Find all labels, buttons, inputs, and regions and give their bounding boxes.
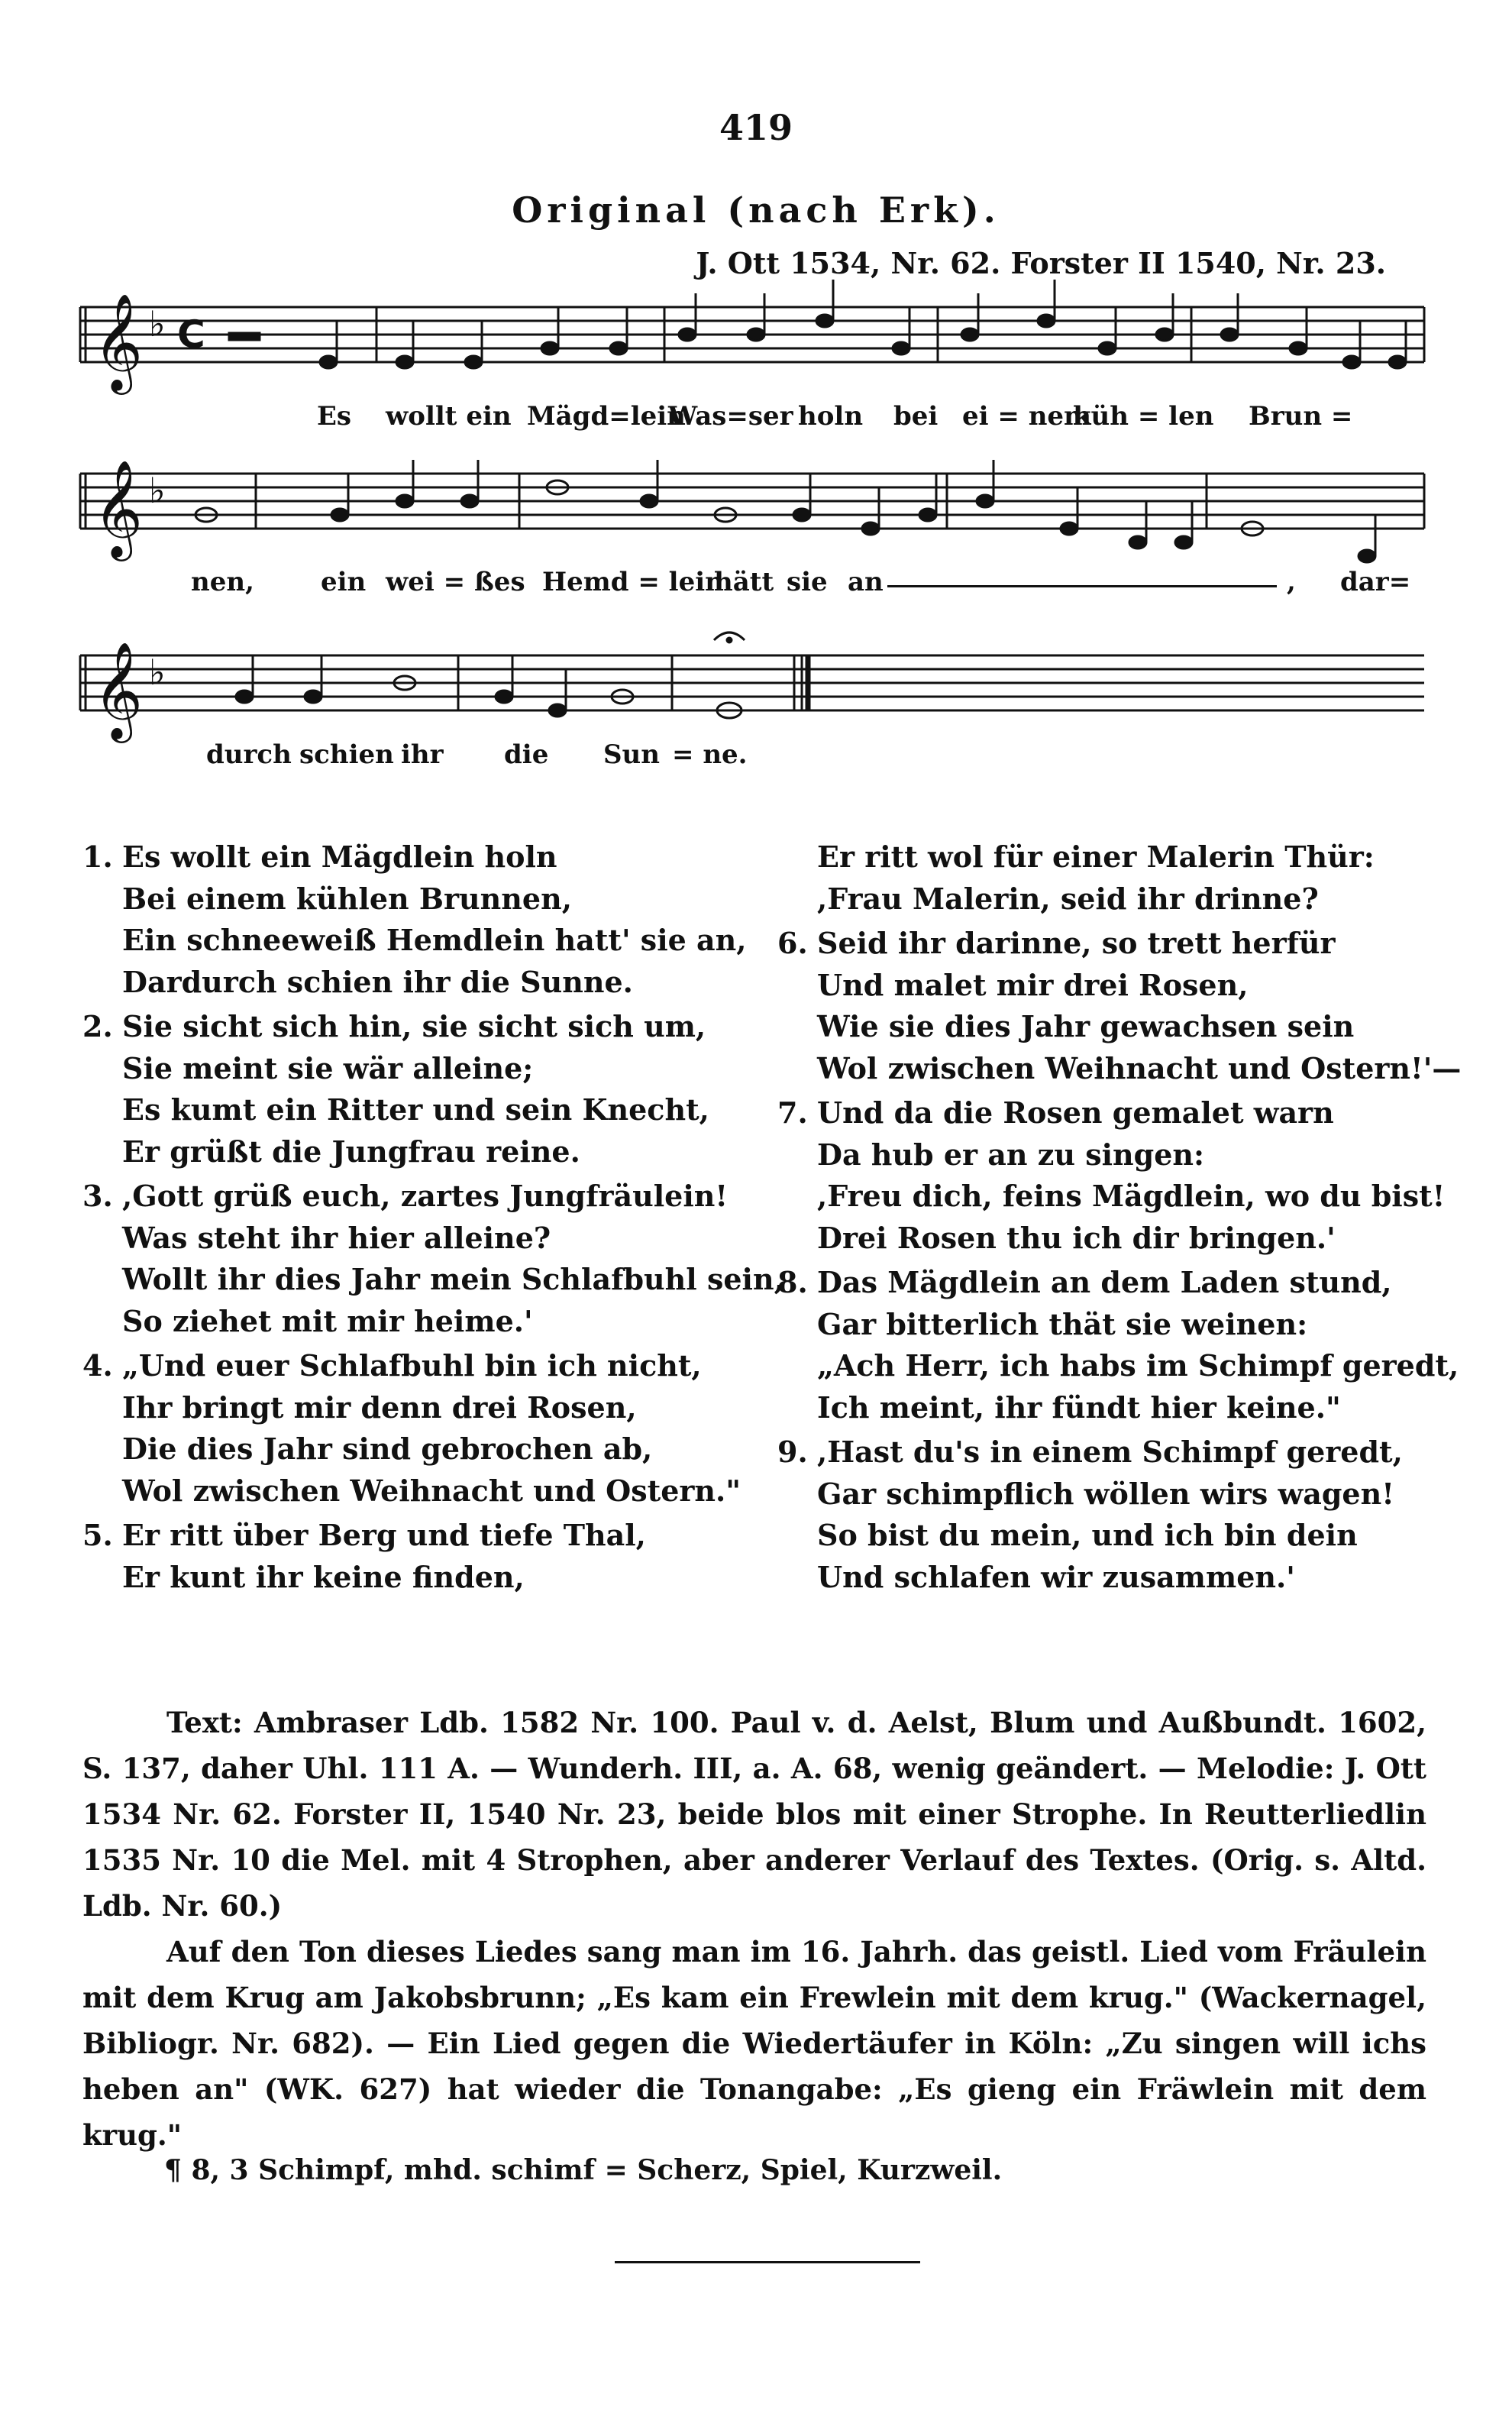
notes-paragraph-1: Text: Ambraser Ldb. 1582 Nr. 100. Paul v. d. Aelst, Blum und Außbundt. 1602, S. 137, daher Uhl. 111 A. — Wunderh. III, a. A. 68, wenig geändert. — Melodie: J. Ott 1534 Nr. 62. Forster II, 1540 Nr. 23, beide blos mit einer Strophe. In Reutterliedlin 1535 Nr. 10 die Mel. mit 4 Strophen, aber anderer Verlauf des Textes. (Orig. s. Altd. Ldb. Nr. 60.) xyxy=(82,1706,1426,1923)
divider-rule xyxy=(615,2261,920,2263)
verse-8: 8. Das Mägdlein an dem Laden stund, Gar bitterlich thät sie weinen: „Ach Herr, ich habs im Schimpf geredt, Ich meint, ihr fündt hier keine." xyxy=(777,1265,1459,1425)
verse-1: 1. Es wollt ein Mägdlein holn Bei einem kühlen Brunnen, Ein schneeweiß Hemdlein hatt' sie an, Dardurch schien ihr die Sunne. xyxy=(82,839,747,999)
verse-4: 4. „Und euer Schlafbuhl bin ich nicht, Ihr bringt mir denn drei Rosen, Die dies Jahr sind gebrochen ab, Wol zwischen Weihnacht und Ostern." xyxy=(82,1348,741,1508)
song-title: Original (nach Erk). xyxy=(512,189,1000,231)
verse-5: 5. Er ritt über Berg und tiefe Thal, Er kunt ihr keine finden, xyxy=(82,1518,646,1594)
svg-text:C: C xyxy=(177,312,205,357)
verses-right-column xyxy=(777,836,1462,1601)
staff-2 xyxy=(80,474,1424,529)
editorial-notes xyxy=(82,1700,1426,2158)
lyric-line-2: nen, ein wei = ßes Hemd = lein hätt sie an , dar= xyxy=(191,567,1411,597)
music-notation xyxy=(0,0,1512,779)
staff-3 xyxy=(80,655,1424,710)
verse-3: 3. ,Gott grüß euch, zartes Jungfräulein! Was steht ihr hier alleine? Wollt ihr dies Jahr mein Schlafbuhl sein, So ziehet mit mir heime.' xyxy=(82,1179,784,1338)
verses-left-column xyxy=(82,836,784,1601)
lyric-line-3: durch schien ihr die Sun = ne. xyxy=(206,739,748,770)
svg-text:♭: ♭ xyxy=(149,652,166,693)
verse-5-continued: Er ritt wol für einer Malerin Thür: ,Frau Malerin, seid ihr drinne? xyxy=(817,839,1375,916)
footnote: ¶ 8, 3 Schimpf, mhd. schimf = Scherz, Spiel, Kurzweil. xyxy=(164,2154,1003,2186)
treble-clef-icon: 𝄞 xyxy=(93,459,144,557)
svg-text:♭: ♭ xyxy=(149,303,166,345)
treble-clef-icon: 𝄞 xyxy=(93,293,144,390)
lyric-line-1: Es wollt ein Mägd=lein Was=ser holn bei ei = nem küh = len Brun = xyxy=(317,401,1353,432)
svg-text:♭: ♭ xyxy=(149,470,166,511)
verse-7: 7. Und da die Rosen gemalet warn Da hub er an zu singen: ,Freu dich, feins Mägdlein, wo du bist! Drei Rosen thu ich dir bringen.' xyxy=(777,1095,1446,1255)
music-source: J. Ott 1534, Nr. 62. Forster II 1540, Nr. 23. xyxy=(696,246,1386,280)
verse-2: 2. Sie sicht sich hin, sie sicht sich um, Sie meint sie wär alleine; Es kumt ein Ritter und sein Knecht, Er grüßt die Jungfrau reine. xyxy=(82,1009,709,1169)
notes-paragraph-2: Auf den Ton dieses Liedes sang man im 16. Jahrh. das geistl. Lied vom Fräulein mit dem Krug am Jakobsbrunn; „Es kam ein Frewlein mit dem krug." (Wackernagel, Bibliogr. Nr. 682). — Ein Lied gegen die Wiedertäufer in Köln: „Zu singen will ichs heben an" (WK. 627) hat wieder die Tonangabe: „Es gieng ein Fräwlein mit dem krug." xyxy=(82,1935,1426,2152)
verse-9: 9. ,Hast du's in einem Schimpf geredt, Gar schimpflich wöllen wirs wagen! So bist du mein, und ich bin dein Und schlafen wir zusammen.' xyxy=(777,1435,1403,1594)
treble-clef-icon: 𝄞 xyxy=(93,641,144,739)
page-number: 419 xyxy=(719,107,793,148)
verse-6: 6. Seid ihr darinne, so trett herfür Und malet mir drei Rosen, Wie sie dies Jahr gewachsen sein Wol zwischen Weihnacht und Ostern!'— xyxy=(777,926,1462,1085)
